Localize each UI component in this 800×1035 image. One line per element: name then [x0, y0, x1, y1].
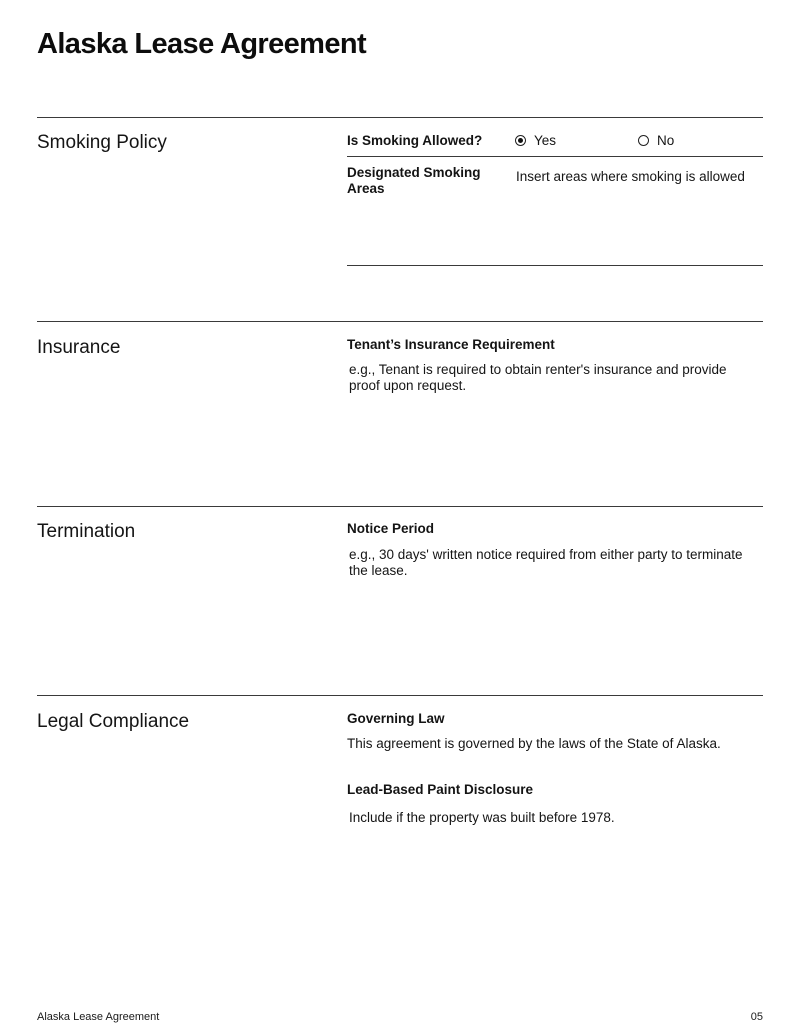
field-divider: [347, 265, 763, 266]
notice-period-field[interactable]: e.g., 30 days' written notice required from either party to terminate the lease.: [349, 547, 743, 578]
insurance-requirement-field[interactable]: e.g., Tenant is required to obtain renter's insurance and provide proof upon request.: [349, 362, 727, 393]
field-divider: [347, 156, 763, 157]
smoking-yes-radio[interactable]: [515, 133, 556, 148]
smoking-areas-label: Designated Smoking Areas: [347, 165, 481, 196]
smoking-areas-field[interactable]: Insert areas where smoking is allowed: [516, 169, 745, 184]
lead-paint-label: Lead-Based Paint Disclosure: [347, 782, 534, 797]
section-divider: [37, 321, 763, 322]
termination-section-title: Termination: [37, 521, 136, 542]
governing-law-text: This agreement is governed by the laws of the State of Alaska.: [347, 736, 721, 751]
radio-unchecked-icon: [638, 135, 649, 146]
smoking-section-title: Smoking Policy: [37, 132, 167, 153]
legal-section-title: Legal Compliance: [37, 711, 190, 732]
smoking-allowed-label: Is Smoking Allowed?: [347, 133, 483, 148]
insurance-requirement-label: Tenant’s Insurance Requirement: [347, 337, 555, 352]
notice-period-label: Notice Period: [347, 521, 435, 536]
page-title: Alaska Lease Agreement: [37, 28, 367, 60]
smoking-yes-label: Yes: [534, 133, 557, 148]
radio-checked-icon: [515, 135, 526, 146]
insurance-section-title: Insurance: [37, 337, 121, 358]
footer-document-name: Alaska Lease Agreement: [37, 1011, 160, 1023]
section-divider: [37, 695, 763, 696]
footer-page-number: 05: [750, 1011, 763, 1023]
section-divider: [37, 117, 763, 118]
governing-law-label: Governing Law: [347, 711, 445, 726]
smoking-no-label: No: [657, 133, 675, 148]
section-divider: [37, 506, 763, 507]
lead-paint-field[interactable]: Include if the property was built before 1978.: [349, 810, 615, 825]
smoking-no-radio[interactable]: [638, 133, 674, 148]
